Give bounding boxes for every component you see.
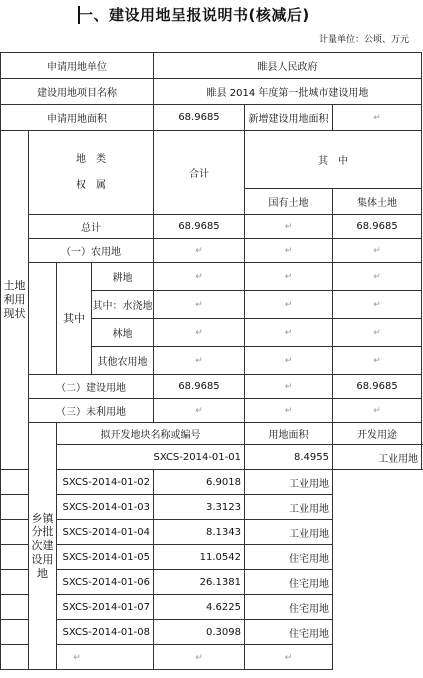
agri-row-label: （一）农用地 bbox=[29, 239, 154, 263]
parcel-use: 工业用地 bbox=[245, 495, 333, 520]
table-row bbox=[1, 470, 422, 495]
new-area-value: ↵ bbox=[333, 105, 422, 131]
parcel-area: 0.3098 bbox=[154, 620, 245, 645]
parcel-area-header: 用地面积 bbox=[245, 423, 333, 445]
farmland-value: ↵ bbox=[154, 263, 245, 291]
parcel-id: SXCS-2014-01-08 bbox=[1, 620, 154, 645]
land-report-table bbox=[0, 52, 422, 670]
parcel-area: 26.1381 bbox=[154, 570, 245, 595]
table-row bbox=[1, 445, 422, 470]
other-agri-state: ↵ bbox=[245, 347, 333, 375]
table-row bbox=[1, 520, 422, 545]
unused-label: （三）未利用地 bbox=[29, 399, 154, 423]
project-value: 睢县 2014 年度第一批城市建设用地 bbox=[154, 79, 422, 105]
irrigated-state: ↵ bbox=[245, 291, 333, 319]
parcel-id-empty: ↵ bbox=[1, 645, 154, 670]
parcel-id: SXCS-2014-01-01 bbox=[57, 445, 245, 470]
parcel-id: SXCS-2014-01-05 bbox=[1, 545, 154, 570]
irrigated-value: ↵ bbox=[154, 291, 245, 319]
parcel-area: 6.9018 bbox=[154, 470, 245, 495]
farmland-state: ↵ bbox=[245, 263, 333, 291]
type-header-label: 地 类 bbox=[76, 153, 106, 165]
total-row-collective: 68.9685 bbox=[333, 215, 422, 239]
table-row bbox=[1, 620, 422, 645]
area-label: 申请用地面积 bbox=[1, 105, 154, 131]
total-row-state: ↵ bbox=[245, 215, 333, 239]
new-area-label: 新增建设用地面积 bbox=[245, 105, 333, 131]
agri-row-collective: ↵ bbox=[333, 239, 422, 263]
other-agri-value: ↵ bbox=[154, 347, 245, 375]
construction-collective: 68.9685 bbox=[333, 375, 422, 399]
parcel-use: 工业用地 bbox=[245, 520, 333, 545]
project-label: 建设用地项目名称 bbox=[1, 79, 154, 105]
total-row-label: 总计 bbox=[29, 215, 154, 239]
parcel-use: 工业用地 bbox=[333, 445, 422, 470]
farmland-collective: ↵ bbox=[333, 263, 422, 291]
table-row bbox=[1, 495, 422, 520]
construction-state: ↵ bbox=[245, 375, 333, 399]
parcel-use-empty: ↵ bbox=[245, 645, 333, 670]
applicant-label: 申请用地单位 bbox=[1, 53, 154, 79]
forest-label: 林地 bbox=[92, 319, 154, 347]
owner-header-label: 权 属 bbox=[76, 179, 106, 191]
table-row bbox=[1, 570, 422, 595]
agri-row-state: ↵ bbox=[245, 239, 333, 263]
table-row bbox=[1, 545, 422, 570]
parcel-area: 8.1343 bbox=[154, 520, 245, 545]
parcel-area-empty: ↵ bbox=[154, 645, 245, 670]
table-row bbox=[1, 645, 422, 670]
document-title: 一、建设用地呈报说明书(核减后) bbox=[78, 6, 310, 24]
parcel-area: 11.0542 bbox=[154, 545, 245, 570]
irrigated-label: 其中：水浇地 bbox=[92, 291, 154, 319]
construction-label: （二）建设用地 bbox=[29, 375, 154, 399]
parcel-id: SXCS-2014-01-06 bbox=[1, 570, 154, 595]
unused-state: ↵ bbox=[245, 399, 333, 423]
state-land-header: 国有土地 bbox=[245, 189, 333, 215]
forest-value: ↵ bbox=[154, 319, 245, 347]
unit-note: 计量单位：公顷、万元 bbox=[318, 35, 409, 45]
land-status-side-label: 土地利用现状 bbox=[1, 131, 29, 470]
farmland-label: 耕地 bbox=[92, 263, 154, 291]
construction-value: 68.9685 bbox=[154, 375, 245, 399]
forest-state: ↵ bbox=[245, 319, 333, 347]
total-row-value: 68.9685 bbox=[154, 215, 245, 239]
table-row bbox=[1, 595, 422, 620]
applicant-value: 睢县人民政府 bbox=[154, 53, 422, 79]
parcel-use: 住宅用地 bbox=[245, 570, 333, 595]
parcel-area: 3.3123 bbox=[154, 495, 245, 520]
other-agri-collective: ↵ bbox=[333, 347, 422, 375]
parcel-id: SXCS-2014-01-07 bbox=[1, 595, 154, 620]
among-side-label: 其中 bbox=[57, 263, 92, 375]
collective-land-header: 集体土地 bbox=[333, 189, 422, 215]
parcel-use: 工业用地 bbox=[245, 470, 333, 495]
among-header: 其 中 bbox=[245, 131, 422, 189]
total-header: 合计 bbox=[154, 131, 245, 215]
parcel-id: SXCS-2014-01-02 bbox=[1, 470, 154, 495]
parcel-use: 住宅用地 bbox=[245, 545, 333, 570]
irrigated-collective: ↵ bbox=[333, 291, 422, 319]
parcel-area: 4.6225 bbox=[154, 595, 245, 620]
area-value: 68.9685 bbox=[154, 105, 245, 131]
parcel-area: 8.4955 bbox=[245, 445, 333, 470]
other-agri-label: 其他农用地 bbox=[92, 347, 154, 375]
unused-value: ↵ bbox=[154, 399, 245, 423]
parcel-name-header: 拟开发地块名称或编号 bbox=[57, 423, 245, 445]
unused-collective: ↵ bbox=[333, 399, 422, 423]
parcel-use-header: 开发用途 bbox=[333, 423, 422, 445]
parcel-use: 住宅用地 bbox=[245, 620, 333, 645]
parcel-id: SXCS-2014-01-04 bbox=[1, 520, 154, 545]
forest-collective: ↵ bbox=[333, 319, 422, 347]
among-side-blank bbox=[29, 263, 57, 375]
parcels-side-label: 乡镇分批次建设用地 bbox=[29, 423, 57, 670]
parcel-id: SXCS-2014-01-03 bbox=[1, 495, 154, 520]
land-type-header bbox=[29, 131, 154, 215]
parcel-use: 住宅用地 bbox=[245, 595, 333, 620]
agri-row-value: ↵ bbox=[154, 239, 245, 263]
